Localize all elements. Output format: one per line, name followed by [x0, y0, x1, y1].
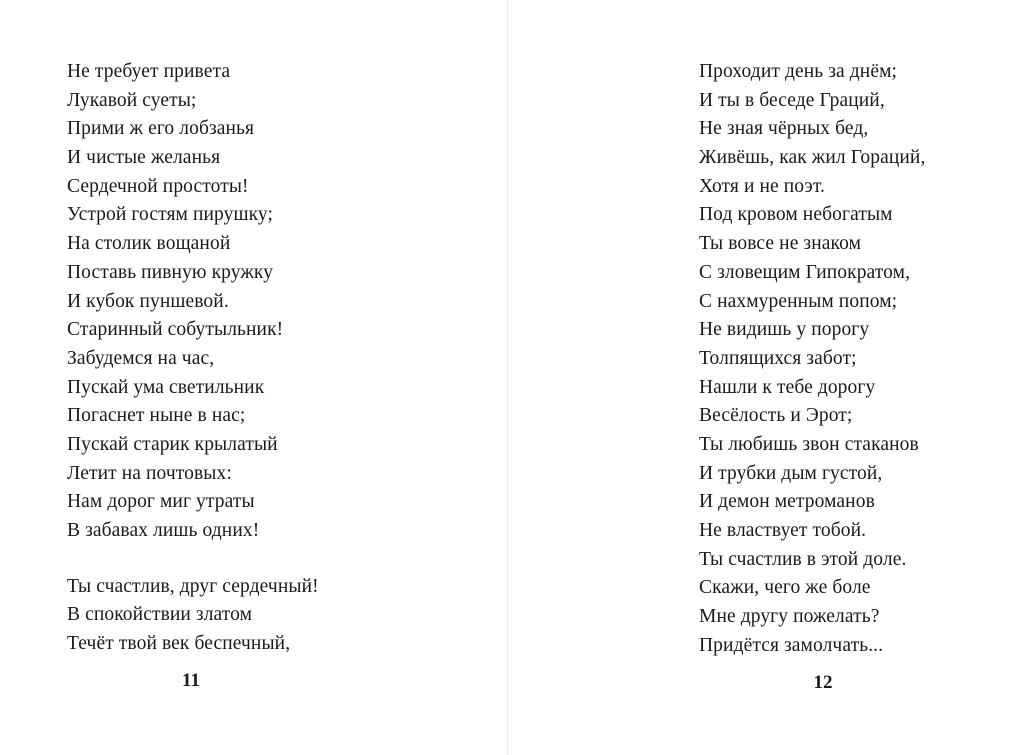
verse-line: Пускай ума светильник: [67, 376, 265, 398]
verse-line: Ты счастлив, друг сердечный!: [67, 575, 319, 597]
verse-line: Живёшь, как жил Гораций,: [699, 147, 926, 169]
verse-line: На столик вощаной: [67, 233, 231, 255]
left-page-poem: [67, 58, 319, 659]
verse-line: В спокойствии златом: [67, 604, 253, 626]
verse-line: Старинный собутыльник!: [67, 319, 284, 341]
verse-line: И чистые желанья: [67, 147, 221, 169]
verse-line: Погаснет ныне в нас;: [67, 405, 246, 427]
verse-line: Не требует привета: [67, 61, 231, 82]
verse-line: И ты в беседе Граций,: [699, 89, 885, 111]
verse-line: И трубки дым густой,: [699, 462, 883, 484]
verse-line: Ты вовсе не знаком: [699, 233, 862, 255]
verse-line: Нашли к тебе дорогу: [699, 376, 876, 398]
verse-line: С нахмуренным попом;: [699, 290, 898, 312]
verse-line: Нам дорог миг утраты: [67, 491, 255, 513]
verse-line: Ты любишь звон стаканов: [699, 433, 919, 455]
verse-line: Толпящихся забот;: [699, 347, 857, 369]
verse-line: Под кровом небогатым: [699, 204, 893, 226]
verse-line: Течёт твой век беспечный,: [67, 633, 291, 655]
verse-line: В забавах лишь одних!: [67, 520, 260, 541]
verse-line: Пускай старик крылатый: [67, 433, 278, 455]
verse-line: Мне другу пожелать?: [699, 606, 880, 628]
verse-line: Летит на почтовых:: [67, 462, 232, 484]
verse-line: Ты счастлив в этой доле.: [699, 548, 907, 570]
verse-line: С зловещим Гипократом,: [699, 261, 911, 283]
verse-line: Не властвует тобой.: [699, 520, 867, 541]
page-number: 12: [813, 672, 833, 693]
verse-line: Весёлость и Эрот;: [699, 405, 853, 427]
page-number: 11: [182, 670, 200, 691]
verse-line: Прими ж его лобзанья: [67, 118, 255, 140]
verse-line: Скажи, чего же боле: [699, 577, 871, 599]
verse-line: Забудемся на час,: [67, 347, 215, 369]
verse-line: И кубок пуншевой.: [67, 290, 229, 312]
verse-line: И демон метроманов: [699, 491, 875, 513]
verse-line: Хотя и не поэт.: [699, 175, 825, 197]
stanza-break: [67, 546, 319, 573]
verse-line: Проходит день за днём;: [699, 61, 898, 82]
verse-line: Придётся замолчать...: [699, 634, 884, 656]
verse-line: Лукавой суеты;: [67, 89, 197, 111]
verse-line: Поставь пивную кружку: [67, 261, 274, 283]
right-page-poem: [699, 58, 925, 660]
verse-line: Не видишь у порогу: [699, 319, 870, 341]
verse-line: Не зная чёрных бед,: [699, 118, 869, 140]
verse-line: Устрой гостям пирушку;: [67, 204, 273, 226]
verse-line: Сердечной простоты!: [67, 175, 249, 197]
right-page: [508, 0, 1027, 755]
left-page: [0, 0, 507, 755]
